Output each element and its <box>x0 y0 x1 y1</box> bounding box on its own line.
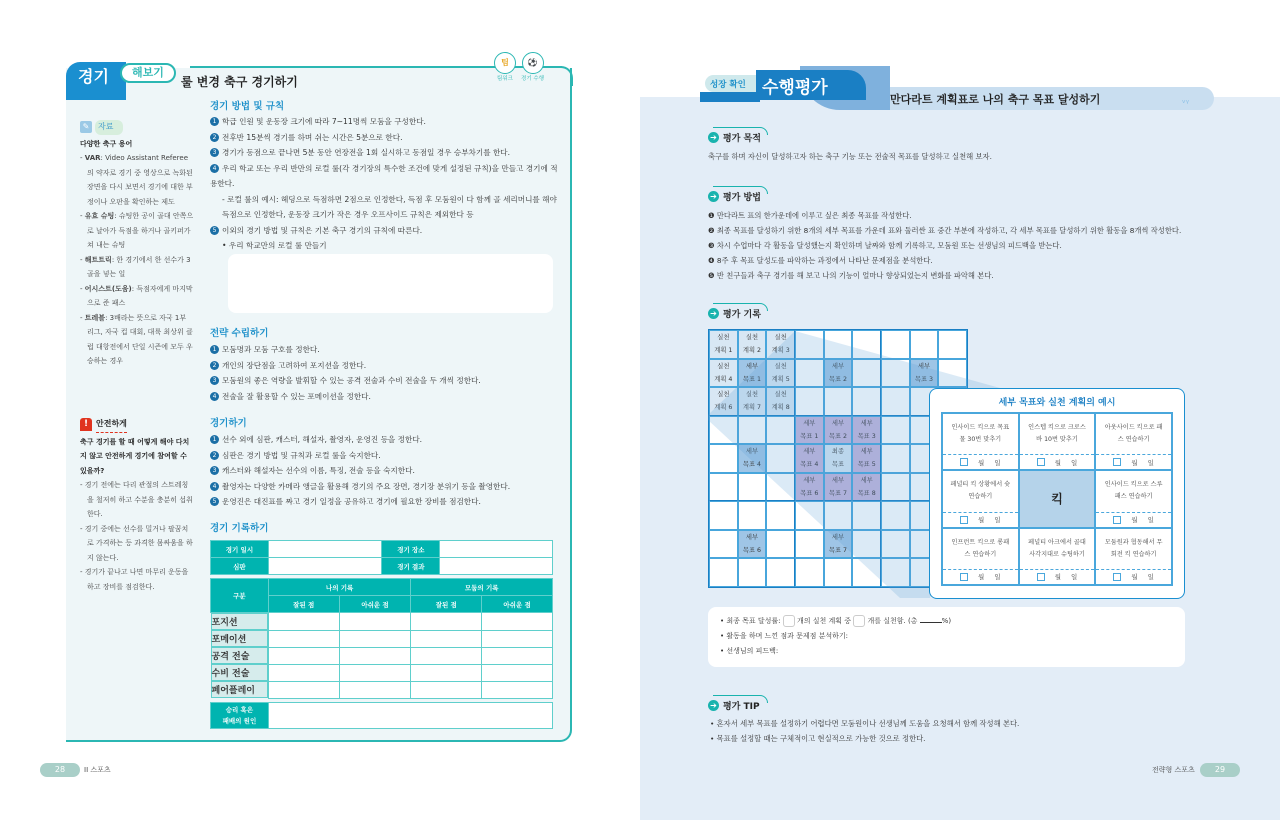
record-cell[interactable] <box>482 630 553 647</box>
strategy-list <box>210 342 558 404</box>
bad-header: 아쉬운 점 <box>339 596 411 613</box>
item-text: 선수 외에 심판, 캐스터, 해설자, 촬영자, 운영진 등을 정한다. <box>222 435 423 444</box>
item-text: 심판은 경기 방법 및 규칙과 로컬 룰을 숙지한다. <box>222 450 381 460</box>
rule-item: 5 이외의 경기 방법 및 규칙은 기본 축구 경기의 규칙에 따른다. <box>210 223 558 239</box>
list-item <box>210 494 558 510</box>
mandala-cell[interactable]: 세부 목표 2 <box>824 416 853 445</box>
checkbox[interactable] <box>1113 516 1121 524</box>
mandala-cell[interactable] <box>824 501 853 530</box>
mandala-cell[interactable] <box>795 387 824 416</box>
cause-label: 승리 혹은 패배의 원인 <box>211 703 269 729</box>
mandala-cell[interactable]: 세부 목표 3 <box>852 416 881 445</box>
mandala-cell[interactable] <box>881 501 910 530</box>
purpose-text: 축구를 하며 자신이 달성하고자 하는 축구 기능 또는 전술적 목표를 달성하고 실천해 보자. <box>708 152 992 161</box>
term-item: - 해트트릭: 한 경기에서 한 선수가 3골을 넣는 일 <box>80 255 191 278</box>
mandala-cell[interactable] <box>795 359 824 388</box>
item-text: 전술을 잘 활용할 수 있는 포메이션을 정한다. <box>222 391 371 401</box>
number-badge: 2 <box>210 361 219 370</box>
play-list <box>210 432 558 510</box>
safety-item: - 경기가 끝나고 나면 마무리 운동을 하고 장비를 점검한다. <box>80 568 189 591</box>
month-label: 월 <box>1054 573 1061 582</box>
mandala-cell[interactable] <box>766 530 795 559</box>
safety-question: 축구 경기를 할 때 어떻게 해야 다치지 않고 안전하게 경기에 참여할 수 있을까? <box>80 437 190 475</box>
row-label: 포메이션 <box>211 630 268 647</box>
teamwork-badge <box>494 52 516 82</box>
mandala-cell[interactable] <box>766 501 795 530</box>
mandala-cell[interactable]: 세부 목표 6 <box>795 473 824 502</box>
checkbox[interactable] <box>960 516 968 524</box>
item-text: 개인의 장단점을 고려하여 포지션을 정한다. <box>222 360 367 370</box>
record-heading: ➔ 평가 기록 <box>708 307 761 320</box>
list-item <box>210 161 558 192</box>
month-label: 월 <box>978 458 985 467</box>
example-title: 세부 목표와 실천 계획의 예시 <box>998 398 1116 408</box>
mandala-cell[interactable] <box>738 501 767 530</box>
row-label: 페어플레이 <box>211 681 268 698</box>
method-item: ❺ 반 친구들과 축구 경기를 해 보고 나의 기능이 얼마나 향상되었는지 변화를 파악해 본다. <box>708 271 994 280</box>
mandala-cell[interactable] <box>824 558 853 587</box>
mandala-cell[interactable] <box>766 558 795 587</box>
mandala-cell[interactable]: 세부 목표 4 <box>795 444 824 473</box>
resource-icon: ✎ <box>80 121 92 133</box>
day-label: 일 <box>994 573 1001 582</box>
term-desc: : 3배라는 뜻으로 자국 1부 리그, 자국 컵 대회, 대륙 최상위 클럽 대항전에서 단일 시즌에 모두 우승하는 경우 <box>87 313 193 365</box>
date-check-row <box>1096 512 1171 527</box>
rules-heading: 경기 방법 및 규칙 <box>210 101 285 112</box>
number-badge: 4 <box>210 482 219 491</box>
header-base <box>700 92 760 102</box>
mandala-cell[interactable]: 세부 목표 2 <box>824 359 853 388</box>
item-text: 우리 학교 또는 우리 반만의 로컬 룰(각 경기장의 특수한 조건에 맞게 설정된 규칙)을 만들고 경기에 적용한다. <box>210 163 558 188</box>
example-cell <box>1095 528 1172 585</box>
mandala-cell[interactable] <box>795 330 824 359</box>
mandala-cell[interactable] <box>938 330 967 359</box>
day-label: 일 <box>1070 573 1078 582</box>
feedback-line: • 선생님의 피드백: <box>720 647 779 655</box>
mandala-cell[interactable]: 세부 목표 5 <box>852 444 881 473</box>
example-cell <box>942 470 1019 527</box>
record-cell[interactable] <box>268 664 339 681</box>
safety-item: - 경기 전에는 다리 관절의 스트레칭을 철저히 하고 수분을 충분히 섭취한다. <box>80 481 193 518</box>
place-label: 경기 장소 <box>382 541 440 558</box>
number-badge: 1 <box>210 435 219 444</box>
method-heading: ➔ 평가 방법 <box>708 190 761 203</box>
month-label: 월 <box>1131 516 1138 525</box>
day-label: 일 <box>994 458 1001 467</box>
term-name: 트레블 <box>84 313 106 322</box>
mandala-cell[interactable] <box>881 359 910 388</box>
number-badge: 4 <box>210 392 219 401</box>
mandala-cell[interactable] <box>824 330 853 359</box>
record-cell[interactable] <box>339 681 411 698</box>
month-label: 월 <box>1054 458 1061 467</box>
term-item: - VAR: Video Assistant Referee의 약자로 경기 중 영상으로 녹화된 장면을 다시 보면서 경기에 대한 부정이나 오판을 확인하는 제도 <box>80 154 193 206</box>
mandala-cell[interactable] <box>852 558 881 587</box>
table-row <box>211 630 553 647</box>
list-item <box>210 358 558 374</box>
example-cell <box>1095 470 1172 527</box>
result-label: 경기 결과 <box>382 558 440 575</box>
example-text: 킥 <box>1051 491 1063 506</box>
mandala-cell[interactable] <box>795 530 824 559</box>
item-text: 캐스터와 해설자는 선수의 이름, 특징, 전술 등을 숙지한다. <box>222 466 415 475</box>
month-label: 월 <box>978 516 985 525</box>
mandala-cell[interactable]: 세부 목표 8 <box>852 473 881 502</box>
example-cell <box>1019 413 1096 470</box>
result-field[interactable] <box>440 558 553 575</box>
date-check-row <box>1020 569 1095 584</box>
term-item: - 트레블: 3배라는 뜻으로 자국 1부 리그, 자국 컵 대회, 대륙 최상위 클럽 대항전에서 단일 시즌에 모두 우승하는 경우 <box>80 313 193 365</box>
mandala-cell[interactable] <box>709 558 738 587</box>
teamwork-label: 팀워크 <box>497 76 513 82</box>
record-cell[interactable] <box>411 613 482 631</box>
date-field[interactable] <box>268 541 382 558</box>
number-badge: 4 <box>210 164 219 173</box>
number-badge: 3 <box>210 148 219 157</box>
term-name: 어시스트(도움) <box>84 284 132 293</box>
mandala-cell[interactable]: 실천 계획 3 <box>766 330 795 359</box>
record-cell[interactable] <box>339 630 411 647</box>
mandala-cell[interactable] <box>709 473 738 502</box>
record-cell[interactable] <box>482 681 553 698</box>
strategy-heading: 전략 수립하기 <box>210 328 269 339</box>
mandala-cell[interactable] <box>881 387 910 416</box>
list-item <box>210 463 558 479</box>
checkbox[interactable] <box>1113 573 1121 581</box>
safety-sidebar <box>80 417 194 594</box>
checkbox[interactable] <box>1037 458 1045 466</box>
record-cell[interactable] <box>339 664 411 681</box>
method-item: ❸ 차시 수업마다 각 활동을 달성했는지 확인하며 날짜와 함께 기록하고, 모둠원 또는 선생님의 피드백을 받는다. <box>708 241 1062 250</box>
example-text: 인사이드 킥으로 목표물 30번 맞추기 <box>951 424 1010 444</box>
team-record-header: 모둠의 기록 <box>411 579 553 596</box>
mandala-cell[interactable]: 실천 계획 8 <box>766 387 795 416</box>
good-header: 잘된 점 <box>411 596 482 613</box>
list-item <box>210 130 558 146</box>
tip-heading: ➔ 평가 TIP <box>708 699 760 712</box>
example-cell <box>1019 528 1096 585</box>
item-text: 촬영자는 다양한 카메라 앵글을 활용해 경기의 주요 장면, 경기장 분위기 등을 촬영한다. <box>222 481 511 491</box>
record-cell[interactable] <box>268 613 339 631</box>
date-check-row <box>1096 454 1171 469</box>
reflection-line: • 활동을 하며 느낀 점과 문제점 분석하기: <box>720 632 849 640</box>
term-name: 유효 슈팅 <box>84 212 115 220</box>
mandala-cell[interactable]: 최종 목표 <box>824 444 853 473</box>
performance-eval-badge: 수행평가 <box>756 70 866 100</box>
day-label: 일 <box>1147 458 1154 467</box>
example-final-goal <box>1019 470 1096 527</box>
section-sub-badge: 해보기 <box>120 63 176 83</box>
day-label: 일 <box>1147 516 1154 525</box>
example-grid <box>941 412 1173 586</box>
mandala-cell[interactable] <box>881 558 910 587</box>
sprout-icon: ᵛᵞ <box>1182 99 1190 109</box>
cause-table <box>210 702 553 729</box>
list-item <box>210 145 558 161</box>
good-header: 잘된 점 <box>268 596 339 613</box>
arrow-icon: ➔ <box>708 132 719 143</box>
record-cell[interactable] <box>482 647 553 664</box>
page-number: 28 <box>40 763 80 777</box>
term-name: 해트트릭 <box>84 255 112 264</box>
list-item <box>210 389 558 405</box>
row-label: 공격 전술 <box>211 647 268 664</box>
day-label: 일 <box>1070 458 1078 467</box>
record-cell[interactable] <box>268 647 339 664</box>
list-item <box>210 479 558 495</box>
mandala-cell[interactable] <box>766 473 795 502</box>
item-text: 운영진은 대진표를 짜고 경기 일정을 공유하고 경기에 필요한 장비를 점검한다. <box>222 497 481 506</box>
arrow-icon: ➔ <box>708 700 719 711</box>
term-item: - 유효 슈팅: 슈팅한 공이 골대 안쪽으로 날아가 득점을 하거나 골키퍼가 쳐 내는 슈팅 <box>80 212 194 249</box>
mandala-cell[interactable] <box>881 330 910 359</box>
month-label: 월 <box>1131 573 1138 582</box>
mandala-cell[interactable] <box>852 387 881 416</box>
bad-header: 아쉬운 점 <box>482 596 553 613</box>
mandala-cell[interactable] <box>852 530 881 559</box>
section-badge: 경기 <box>66 62 126 100</box>
mandala-cell[interactable]: 세부 목표 4 <box>738 444 767 473</box>
example-text: 모둠원과 협동해서 무회전 킥 연습하기 <box>1104 538 1163 558</box>
soccer-ball-icon: ⚽ <box>522 52 544 74</box>
term-desc: : 슈팅한 공이 골대 안쪽으로 날아가 득점을 하거나 골키퍼가 쳐 내는 슈팅 <box>87 212 194 249</box>
percent-input[interactable] <box>920 622 942 623</box>
list-item <box>210 432 558 448</box>
my-record-header: 나의 기록 <box>268 579 411 596</box>
referee-label: 심판 <box>211 558 269 575</box>
mandala-cell[interactable] <box>709 501 738 530</box>
local-rule-input[interactable] <box>228 254 553 313</box>
date-label: 경기 일시 <box>211 541 269 558</box>
day-label: 일 <box>1147 573 1154 582</box>
mandala-cell[interactable] <box>738 473 767 502</box>
item-text: 모둠명과 모둠 구호를 정한다. <box>222 345 320 354</box>
page-title: 룰 변경 축구 경기하기 <box>181 75 298 89</box>
date-check-row <box>943 512 1018 527</box>
date-check-row <box>1096 569 1171 584</box>
mandala-cell[interactable]: 실천 계획 2 <box>738 330 767 359</box>
record-cell[interactable] <box>339 647 411 664</box>
term-item: - 어시스트(도움): 득점자에게 마지막으로 준 패스 <box>80 284 193 307</box>
date-check-row <box>943 569 1018 584</box>
arrow-icon: ➔ <box>708 191 719 202</box>
mandala-cell[interactable] <box>709 416 738 445</box>
mandala-cell[interactable]: 실천 계획 5 <box>766 359 795 388</box>
list-item <box>210 448 558 464</box>
growth-check-pill: 성장 확인 <box>705 75 760 92</box>
record-cell[interactable] <box>411 681 482 698</box>
number-badge: 2 <box>210 451 219 460</box>
term-desc: : 득점자에게 마지막으로 준 패스 <box>87 284 193 307</box>
example-text: 인스텝 킥으로 크로스바 10번 맞추기 <box>1028 424 1086 444</box>
mandala-cell[interactable] <box>795 501 824 530</box>
footer-section: II 스포츠 <box>84 766 111 774</box>
date-check-row <box>1020 454 1095 469</box>
category-header: 구분 <box>211 579 269 613</box>
teamwork-icon: 팀 <box>494 52 516 74</box>
table-row <box>211 647 553 664</box>
number-badge: 5 <box>210 497 219 506</box>
list-item <box>210 373 558 389</box>
tip-item: • 목표를 설정할 때는 구체적이고 현실적으로 가능한 것으로 정한다. <box>710 734 926 743</box>
game-performance-label: 경기 수행 <box>521 76 545 82</box>
record-cell[interactable] <box>268 630 339 647</box>
example-cell <box>1095 413 1172 470</box>
record-cell[interactable] <box>482 613 553 631</box>
item-text: 전후반 15분씩 경기를 하며 쉬는 시간은 5분으로 한다. <box>222 132 403 142</box>
table-row <box>211 613 553 631</box>
rules-list <box>210 114 558 254</box>
record-cell[interactable] <box>411 630 482 647</box>
mandala-cell[interactable] <box>881 444 910 473</box>
mandala-cell[interactable] <box>852 359 881 388</box>
term-name: VAR <box>84 154 101 162</box>
mandala-cell[interactable] <box>766 444 795 473</box>
mandala-cell[interactable]: 실천 계획 7 <box>738 387 767 416</box>
plan-total-input[interactable] <box>783 615 795 627</box>
record-cell[interactable] <box>482 664 553 681</box>
resource-sidebar <box>80 120 194 369</box>
mandala-cell[interactable]: 세부 목표 1 <box>795 416 824 445</box>
cause-field[interactable] <box>268 703 552 729</box>
item-text: 경기가 동점으로 끝나면 5분 동안 연장전을 1회 실시하고 동점일 경우 승부차기를 한다. <box>222 148 511 157</box>
local-rule-example: - 로컬 룰의 예시: 헤딩으로 득점하면 2점으로 인정한다, 득점 후 모둠원이 다 함께 골 세리머니를 해야 득점으로 인정한다, 운동장 크기가 작은 경우 오프사이드 규칙은 제외한다 등 <box>222 194 557 219</box>
mandala-cell[interactable] <box>910 330 939 359</box>
day-label: 일 <box>994 516 1001 525</box>
page-number: 29 <box>1200 763 1240 777</box>
mandala-cell[interactable] <box>824 387 853 416</box>
list-item <box>210 342 558 358</box>
game-info-table <box>210 540 553 575</box>
mandala-cell[interactable]: 세부 목표 6 <box>738 530 767 559</box>
checkbox[interactable] <box>1113 458 1121 466</box>
number-badge: 1 <box>210 345 219 354</box>
page-title: 만다라트 계획표로 나의 축구 목표 달성하기 <box>890 93 1101 106</box>
record-cell[interactable] <box>268 681 339 698</box>
resource-title: 다양한 축구 용어 <box>80 139 133 148</box>
mandala-cell[interactable] <box>938 359 967 388</box>
example-text: 페널티 킥 상황에서 슛 연습하기 <box>950 481 1011 501</box>
example-text: 인프런트 킥으로 롱패스 연습하기 <box>951 538 1010 558</box>
term-desc: : 한 경기에서 한 선수가 3골을 넣는 일 <box>87 255 191 278</box>
arrow-icon: ➔ <box>708 308 719 319</box>
checkbox[interactable] <box>1037 573 1045 581</box>
mandala-cell[interactable] <box>766 416 795 445</box>
mandala-cell[interactable] <box>795 558 824 587</box>
checkbox[interactable] <box>960 573 968 581</box>
mandala-cell[interactable]: 세부 목표 7 <box>824 530 853 559</box>
example-card <box>929 388 1185 599</box>
mandala-cell[interactable] <box>709 530 738 559</box>
mandala-cell[interactable]: 세부 목표 7 <box>824 473 853 502</box>
record-cell[interactable] <box>411 664 482 681</box>
number-badge: 3 <box>210 466 219 475</box>
plan-done-input[interactable] <box>853 615 865 627</box>
achievement-rate-line: • 최종 목표 달성률: 개의 실천 계획 중 개를 실천함. (총 %) <box>720 617 952 625</box>
example-text: 인사이드 킥으로 스루패스 연습하기 <box>1104 481 1163 501</box>
method-item: ❶ 만다라트 표의 한가운데에 이루고 싶은 최종 목표를 작성한다. <box>708 211 912 220</box>
mandala-cell[interactable] <box>852 501 881 530</box>
mandala-cell[interactable] <box>881 416 910 445</box>
mandala-cell[interactable]: 실천 계획 4 <box>709 359 738 388</box>
tip-item: • 혼자서 세부 목표를 설정하기 어렵다면 모둠원이나 선생님께 도움을 요청해서 함께 작성해 본다. <box>710 719 1020 728</box>
summary-box <box>708 607 1185 667</box>
game-record-table <box>210 578 553 699</box>
safety-label: 안전하게 <box>96 417 127 433</box>
method-item: ❷ 최종 목표를 달성하기 위한 8개의 세부 목표를 가운데 표와 둘러싼 표 중간 부분에 작성하고, 각 세부 목표를 달성하기 위한 활동을 8개씩 작성한다. <box>708 226 1182 235</box>
table-row <box>211 664 553 681</box>
mandala-cell[interactable] <box>852 330 881 359</box>
local-rule-prompt: • 우리 학교만의 로컬 룰 만들기 <box>222 241 327 250</box>
purpose-heading: ➔ 평가 목적 <box>708 131 761 144</box>
record-heading: 경기 기록하기 <box>210 523 269 534</box>
resource-label: 자료 <box>95 120 123 135</box>
example-text: 아웃사이드 킥으로 패스 연습하기 <box>1104 424 1163 444</box>
mandala-cell[interactable]: 세부 목표 3 <box>910 359 939 388</box>
example-cell <box>942 413 1019 470</box>
mandala-cell[interactable]: 세부 목표 1 <box>738 359 767 388</box>
checkbox[interactable] <box>960 458 968 466</box>
row-label: 수비 전술 <box>211 664 268 681</box>
play-heading: 경기하기 <box>210 418 247 429</box>
mandala-cell[interactable] <box>738 416 767 445</box>
mandala-cell[interactable] <box>881 473 910 502</box>
footer-section: 전략형 스포츠 <box>1152 766 1195 774</box>
warning-siren-icon: ! <box>80 418 92 431</box>
mandala-cell[interactable] <box>709 444 738 473</box>
list-item <box>210 114 558 130</box>
month-label: 월 <box>978 573 985 582</box>
month-label: 월 <box>1131 458 1138 467</box>
table-row <box>211 681 553 698</box>
item-text: 학급 인원 및 운동장 크기에 따라 7~11명씩 모둠을 구성한다. <box>222 117 426 126</box>
row-label: 포지션 <box>211 613 268 630</box>
number-badge: 1 <box>210 117 219 126</box>
number-badge: 2 <box>210 133 219 142</box>
referee-field[interactable] <box>268 558 382 575</box>
mandala-cell[interactable]: 실천 계획 6 <box>709 387 738 416</box>
record-cell[interactable] <box>411 647 482 664</box>
mandala-cell[interactable] <box>738 558 767 587</box>
number-badge: 3 <box>210 376 219 385</box>
term-desc: : Video Assistant Referee의 약자로 경기 중 영상으로 녹화된 장면을 다시 보면서 경기에 대한 부정이나 오판을 확인하는 제도 <box>87 154 193 206</box>
example-cell <box>942 528 1019 585</box>
example-text: 페널티 아크에서 골대 사각지대로 슈팅하기 <box>1028 538 1086 558</box>
mandala-cell[interactable]: 실천 계획 1 <box>709 330 738 359</box>
record-cell[interactable] <box>339 613 411 631</box>
game-performance-badge <box>521 52 544 82</box>
safety-item: - 경기 중에는 선수를 밀거나 팔꿈치로 가격하는 등 과격한 몸싸움을 하지 않는다. <box>80 524 193 562</box>
place-field[interactable] <box>440 541 553 558</box>
date-check-row <box>943 454 1018 469</box>
mandala-cell[interactable] <box>881 530 910 559</box>
method-item: ❹ 8주 후 목표 달성도를 파악하는 과정에서 나타난 문제점을 분석한다. <box>708 256 933 265</box>
item-text: 모둠원의 좋은 역량을 발휘할 수 있는 공격 전술과 수비 전술을 두 개씩 정한다. <box>222 376 481 385</box>
